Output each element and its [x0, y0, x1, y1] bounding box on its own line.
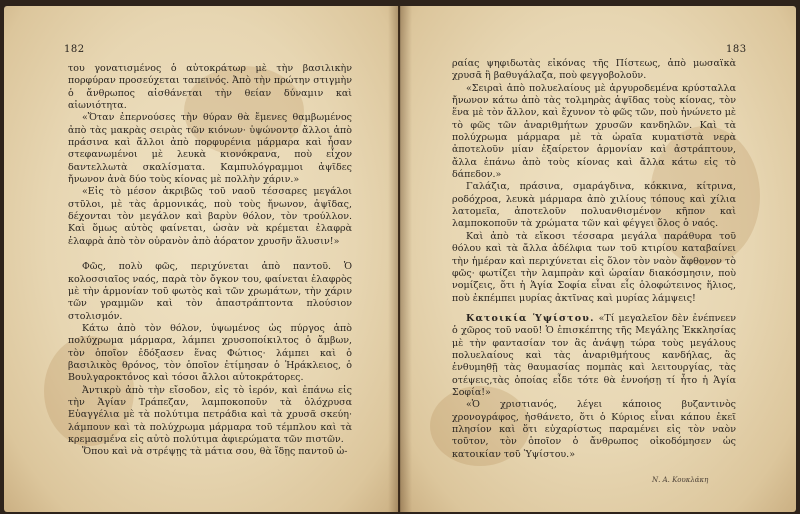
left-page-text — [68, 63, 352, 459]
paragraph: Κάτω ἀπὸ τὸν θόλον, ὑψωμένος ὡς πύργος ἀπὸ πολύχρωμα μάρμαρα, λάμπει χρυσοποίκιλτος ὁ ἄμβων, τὸν ὁποῖον ἐδόξασεν ἕνας Φώτιος· λάμπει καὶ ὁ βασιλικὸς θρόνος, τὸν ὁποῖον ἐτίμησαν ὁ Ἡράκλειος, ὁ Βουλγαροκτόνος καὶ τόσοι ἄλλοι αὐτοκράτορες. — [68, 322, 352, 384]
paragraph: Γαλάζια, πράσινα, σμαράγδινα, κόκκινα, κίτρινα, ροδόχροα, λευκὰ μάρμαρα ἀπὸ χιλίους τόπους καὶ χίλια λατομεῖα, ἀποτελοῦν πολυανθισμένον κῆπον καὶ λαμποκοποῦν τὰ χρώματα τῶν καὶ φέγγει ὅλος ὁ ναός. — [452, 181, 736, 230]
right-page — [400, 6, 796, 512]
paragraph: του γονατισμένος ὁ αὐτοκράτωρ μὲ τὴν βασιλικὴν πορφύραν προσεύχεται ταπεινός. Ἀπὸ τὴν πρώτην στιγμὴν ὁ ἄνθρωπος αἰσθάνεται τὴν θείαν δύναμιν καὶ αἰωνιότητα. — [68, 63, 352, 112]
paragraph: «Ὁ χριστιανός, λέγει κάποιος βυζαντινὸς χρονογράφος, ἠσθάνετο, ὅτι ὁ Κύριος εἶναι κάπου ἐκεῖ πλησίον καὶ ὅτι εὐχαρίστως παραμένει εἰς τὸν ναὸν τοῦτον, τὸν ὁποῖον ὁ ἄνθρωπος οἰκοδόμησεν ὡς κατοικίαν τοῦ Ὑψίστου.» — [452, 399, 736, 460]
left-page — [4, 6, 398, 512]
page-number-right: 183 — [726, 44, 747, 55]
paragraph: «Εἰς τὸ μέσον ἀκριβῶς τοῦ ναοῦ τέσσαρες μεγάλοι στῦλοι, μὲ τὰς ἁρμονικάς, ποὺ τοὺς ἤνωνον, ἀψῖδας, δέχονται τὸν μεγάλον καὶ βαρὺν θόλον, τὸν τρούλλον. Καὶ ὅμως αὐτὸς φαίνεται, ὡσὰν νὰ κρέμεται ἐλαφρὰ ἐλαφρὰ ἀπὸ τὸν οὐρανὸν ἀπὸ ἀόρατον χρυσῆν ἅλυσιν!» — [68, 186, 352, 247]
paragraph: Ἀντικρὺ ἀπὸ τὴν εἴσοδον, εἰς τὸ ἱερόν, καὶ ἐπάνω εἰς τὴν Ἁγίαν Τράπεζαν, λαμποκοποῦν τὰ ὁλόχρυσα Εὐαγγέλια μὲ τὰ πολύτιμα πετράδια καὶ τὰ χρυσᾶ σκεύη· λάμπουν καὶ τὰ πολύχρωμα μάρμαρα τοῦ τέμπλου καὶ τὰ κρεμασμένα εἰς αὐτὸ πολύτιμα ἀφιερώματα τῶν πιστῶν. — [68, 384, 352, 445]
section-text: «Τί μεγαλεῖον δὲν ἐνέπνεεν ὁ χῶρος τοῦ ναοῦ! Ὁ ἐπισκέπτης τῆς Μεγάλης Ἐκκλησίας μὲ τὴν φαντασίαν τον ἂς ἀνάψῃ τώρα τοὺς μεγάλους πολυελαίους καὶ τὰς ἀναριθμήτους κανδήλας, ἂς ἐνθυμηθῇ τὰς θαυμασίας πομπὰς καὶ λειτουργίας, τὰς οτέψεις,τὰς ὁποίας εἶδε τότε θὰ ἐννοήσῃ τί ἦτο ἡ Ἁγία Σοφία!» — [452, 312, 736, 398]
section-paragraph — [452, 313, 736, 399]
section-heading: Κατοικία Ὑψίστου. — [466, 312, 595, 324]
right-page-text — [452, 58, 736, 461]
paragraph: «Σειραὶ ἀπὸ πολυελαίους μὲ ἀργυροδεμένα κρύσταλλα ἤνωνον κάτω ἀπὸ τὰς τολμηρὰς ἀψῖδας τοὺς κίονας, τὸν ἕνα μὲ τὸν ἄλλον, καὶ ἔχυνον τὸ φῶς τῶν, ποὺ ἠνώνετο μὲ τὸ φῶς τῶν ἀναριθμήτων χρυσῶν κανδηλῶν. Καὶ τὰ πολύχρωμα μάρμαρα μὲ τὰ ὡραῖα κυματιστὰ νερὰ ἀποτελοῦν μίαν ἐξαίρετον ἁρμονίαν καὶ ἀστράπτουν, ἄλλα ἐπάνω ἀπὸ τοὺς κίονας καὶ ἄλλα κάτω εἰς τὸ δάπεδον.» — [452, 82, 736, 181]
paragraph: Καὶ ἀπὸ τὰ εἴκοσι τέσσαρα μεγάλα παράθυρα τοῦ θόλου καὶ τὰ ἄλλα ἀδέλφια των τοῦ κτιρίου καταβαίνει τὴν ἡμέραν καὶ περιχύνεται εἰς ὅλον τὸν ναὸν ἄφθονον τὸ φῶς· φωτίζει τὴν λαμπρὰν καὶ ὡραίαν διακόσμησιν, ποὺ νομίζεις, ὅτι ἡ Ἁγία Σοφία εἶναι εἷς ὁλοφώτεινος ἥλιος, ποὺ ἐκπέμπει μυρίας ἀκτῖνας καὶ μυρίας λάμψεις! — [452, 230, 736, 304]
paragraph: ραίας ψηφιδωτὰς εἰκόνας τῆς Πίστεως, ἀπὸ μωσαϊκὰ χρυσᾶ ἢ βαθυγάλαζα, ποὺ φεγγοβολοῦν. — [452, 58, 736, 82]
page-number-left: 182 — [64, 44, 85, 55]
paragraph: «Ὅταν ἐπερνούσες τὴν θύραν θὰ ἔμενες θαμβωμένος ἀπὸ τὰς μακρὰς σειρὰς τῶν κιόνων· ὑψώνοντο ἄλλοι ἀπὸ πράσινα καὶ ἄλλοι ἀπὸ πορφυρένια μάρμαρα καὶ ἦσαν στεφανωμένοι μὲ λευκὰ κιονόκρανα, ποὺ εἶχον δαντελλωτὰ σκαλίσματα. Καμπυλόγραμμοι ἀψῖδες ἤνωνον ἀνὰ δύο τοὺς κίονας μὲ πολλὴν χάριν.» — [68, 112, 352, 186]
author-signature: Ν. Α. Κουκλάκη — [652, 476, 709, 484]
paragraph: Ὅπου καὶ νὰ στρέψῃς τὰ μάτια σου, θὰ ἴδῃς παντοῦ ὡ- — [82, 446, 348, 458]
book-gutter — [388, 6, 412, 512]
paragraph: Φῶς, πολὺ φῶς, περιχύνεται ἀπὸ παντοῦ. Ὁ κολοσσιαῖος ναός, παρὰ τὸν ὄγκον του, φαίνεται ἐλαφρὸς μὲ τὴν ἁρμονίαν τοῦ φωτὸς καὶ τῶν χρωμάτων, τὴν χάριν τῶν γραμμῶν καὶ τὸν ἀπαστράπτοντα πλούσιον στολισμόν. — [68, 261, 352, 322]
